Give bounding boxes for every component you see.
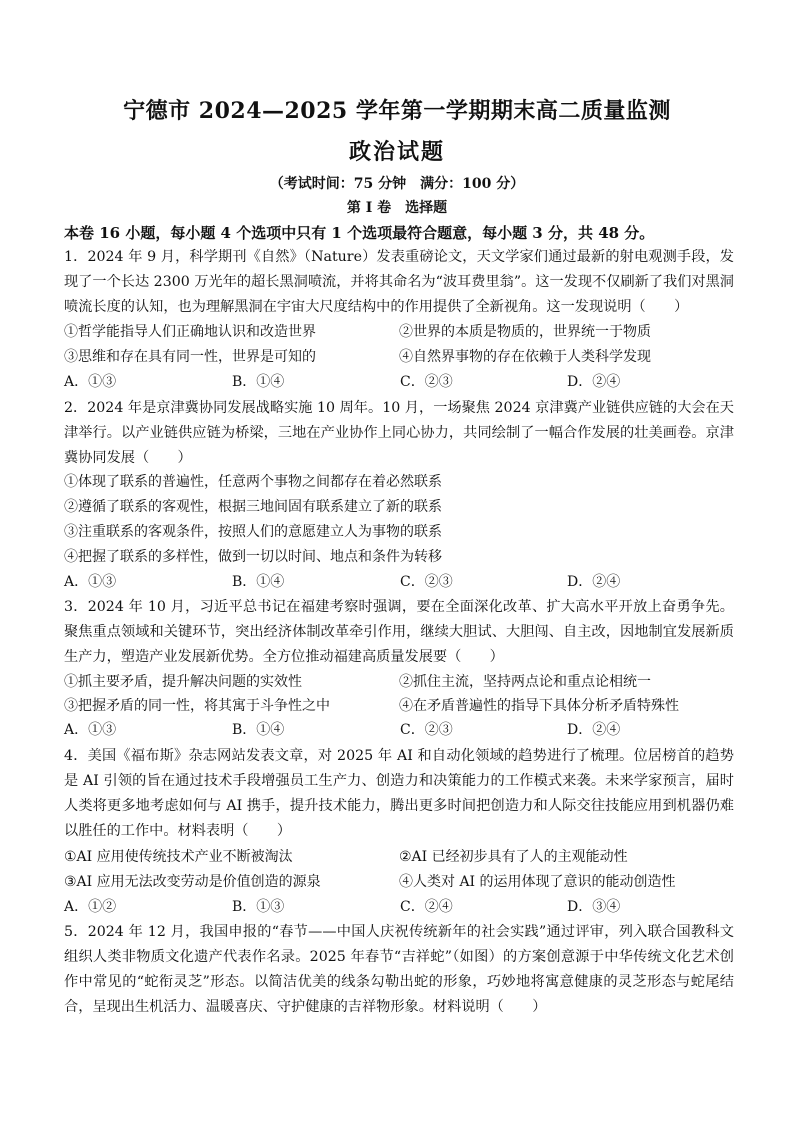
question-4-options: [64, 895, 734, 920]
question-2-statement: [64, 545, 734, 570]
statement: ②遵循了联系的客观性，根据三地间固有联系建立了新的联系: [64, 499, 442, 515]
option-c[interactable]: C．②③: [400, 722, 453, 738]
option-c[interactable]: C．②④: [400, 899, 453, 915]
option-d[interactable]: D．③④: [567, 899, 621, 915]
option-c[interactable]: C．②③: [400, 574, 453, 590]
question-1-options: [64, 370, 734, 395]
subject-title: 政治试题: [348, 139, 445, 165]
option-a[interactable]: A．①②: [64, 899, 117, 915]
option-d[interactable]: D．②④: [567, 722, 621, 738]
question-3-statements-row: [64, 670, 734, 695]
statement: ①AI 应用使传统技术产业不断被淘汰: [64, 849, 293, 865]
option-c[interactable]: C．②③: [400, 374, 453, 390]
question-3-statements-row: [64, 694, 734, 719]
question-2-statement: [64, 495, 734, 520]
option-b[interactable]: B．①④: [232, 574, 285, 590]
statement: ③AI 应用无法改变劳动是价值创造的源泉: [64, 874, 321, 890]
option-d[interactable]: D．②④: [567, 574, 621, 590]
statement: ②抓住主流，坚持两点论和重点论相统一: [399, 674, 651, 690]
statement: ④自然界事物的存在依赖于人类科学发现: [399, 349, 651, 365]
statement: ①哲学能指导人们正确地认识和改造世界: [64, 324, 316, 340]
option-b[interactable]: B．①③: [232, 899, 285, 915]
question-2-stem: 2．2024 年是京津冀协同发展战略实施 10 周年。10 月，一场聚焦 2024 京津冀产业链供应链的大会在天津举行。以产业链供应链为桥梁，三地在产业协作上同心协力，共同绘制了一幅合作发展的壮美画卷。京津冀协同发展（ ）: [64, 400, 734, 466]
question-5-stem: 5．2024 年 12 月，我国申报的“春节——中国人庆祝传统新年的社会实践”通过评审，列入联合国教科文组织人类非物质文化遗产代表作名录。2025 年春节“吉祥蛇”（如图）的方案创意源于中华传统文化艺术创作中常见的“蛇衔灵芝”形态。以简洁优美的线条勾勒出蛇的形象，巧妙地将寓意健康的灵芝形态与蛇尾结合，呈现出生机活力、温暖喜庆、守护健康的吉祥物形象。材料说明（ ）: [64, 924, 734, 1015]
statement: ①体现了联系的普遍性，任意两个事物之间都存在着必然联系: [64, 474, 442, 490]
question-1-stem: 1．2024 年 9 月，科学期刊《自然》（Nature）发表重磅论文，天文学家们通过最新的射电观测手段，发现了一个长达 2300 万光年的超长黑洞喷流，并将其命名为“波耳费里翁”。这一发现不仅刷新了我们对黑洞喷流长度的认知，也为理解黑洞在宇宙大尺度结构中的作用提供了全新视角。这一发现说明（ ）: [64, 249, 734, 315]
option-b[interactable]: B．①④: [232, 722, 285, 738]
exam-title: 宁德市 2024—2025 学年第一学期期末高二质量监测: [123, 98, 671, 124]
option-a[interactable]: A．①③: [64, 574, 117, 590]
option-d[interactable]: D．②④: [567, 374, 621, 390]
statement: ③把握矛盾的同一性，将其寓于斗争性之中: [64, 698, 330, 714]
statement: ③注重联系的客观条件，按照人们的意愿建立人为事物的联系: [64, 524, 442, 540]
question-1-statements-row: [64, 345, 734, 370]
question-3-stem: 3．2024 年 10 月，习近平总书记在福建考察时强调，要在全面深化改革、扩大高水平开放上奋勇争先。聚焦重点领域和关键环节，突出经济体制改革牵引作用，继续大胆试、大胆闯、自主改，因地制宜发展新质生产力，塑造产业发展新优势。全方位推动福建高质量发展要（ ）: [64, 599, 734, 665]
option-a[interactable]: A．①③: [64, 722, 117, 738]
option-a[interactable]: A．①③: [64, 374, 117, 390]
section-instructions: 本卷 16 小题，每小题 4 个选项中只有 1 个选项最符合题意，每小题 3 分，共 48 分。: [64, 224, 655, 242]
question-4-statements-row: [64, 870, 734, 895]
statement: ④把握了联系的多样性，做到一切以时间、地点和条件为转移: [64, 549, 442, 565]
statement: ①抓主要矛盾，提升解决问题的实效性: [64, 674, 302, 690]
statement: ②AI 已经初步具有了人的主观能动性: [399, 849, 628, 865]
question-2-statement: [64, 520, 734, 545]
question-2-statement: [64, 470, 734, 495]
section-heading: 第 I 卷 选择题: [346, 200, 448, 216]
option-b[interactable]: B．①④: [232, 374, 285, 390]
statement: ④在矛盾普遍性的指导下具体分析矛盾特殊性: [399, 698, 679, 714]
question-3-options: [64, 718, 734, 743]
question-2-options: [64, 570, 734, 595]
question-1-statements-row: [64, 320, 734, 345]
time-info: （考试时间：75 分钟 满分：100 分）: [269, 176, 525, 192]
statement: ④人类对 AI 的运用体现了意识的能动创造性: [399, 874, 676, 890]
question-4-stem: 4．美国《福布斯》杂志网站发表文章，对 2025 年 AI 和自动化领域的趋势进行了梳理。位居榜首的趋势是 AI 引领的旨在通过技术手段增强员工生产力、创造力和决策能力的工作模式来袭。未来学家预言，届时人类将更多地考虑如何与 AI 携手，提升技术能力，腾出更多时间把创造力和人际交往技能应用到机器仍难以胜任的工作中。材料表明（ ）: [64, 748, 734, 839]
question-4-statements-row: [64, 845, 734, 870]
statement: ②世界的本质是物质的，世界统一于物质: [399, 324, 651, 340]
statement: ③思维和存在具有同一性，世界是可知的: [64, 349, 316, 365]
